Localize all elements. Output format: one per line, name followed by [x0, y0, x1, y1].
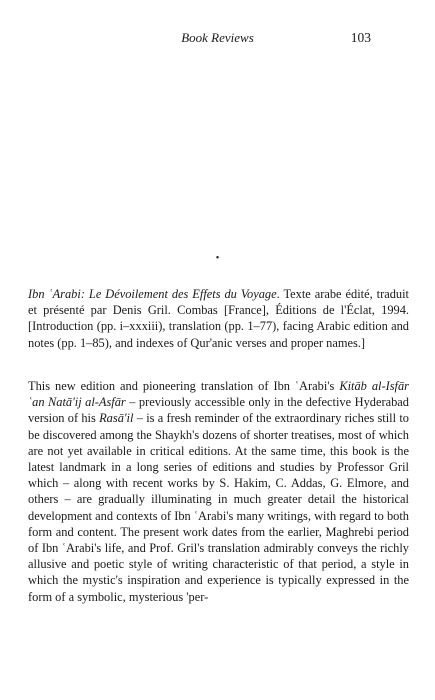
review-body — [28, 378, 409, 605]
citation-author: Ibn ʿArabi — [28, 287, 81, 301]
citation-title: Le Dévoilement des Effets du Voyage — [88, 287, 277, 301]
body-segment-2: – previously accessible only in the defective Hyderabad version of his — [28, 395, 409, 426]
running-title: Book Reviews — [181, 30, 254, 45]
section-separator: • — [215, 253, 220, 264]
running-head — [0, 30, 435, 50]
body-segment-1: This new edition and pioneering translation of Ibn ʿArabi's — [28, 379, 340, 393]
book-citation — [28, 286, 409, 351]
page-number: 103 — [350, 30, 371, 45]
body-title-rasail: Rasā'il — [99, 411, 134, 426]
citation-details: . Texte arabe édité, traduit et présenté par Denis Gril. Combas [France], Éditions de l'Éclat, 1994. [Introduction (pp. i–xxxiii), translation (pp. 1–77), facing Arabic edition and notes (pp. 1–85), and indexes of Qur'anic verses and proper names.] — [28, 287, 409, 350]
body-title-isfar: Kitāb al-Isfār ʿan Natā'ij al-Asfār — [28, 379, 410, 410]
body-segment-3: – is a fresh reminder of the extraordinary riches still to be discovered among the Shaykh's dozens of shorter treatises, most of which are not yet available in critical editions. At the same time, this book is the latest landmark in a long series of editions and studies by Professor Gril which – along with recent works by S. Hakim, C. Addas, G. Elmore, and others – are gradually illuminating in much greater detail the historical development and contexts of Ibn ʿArabi's many writings, with regard to both form and content. The present work dates from the earlier, Maghrebi period of Ibn ʿArabi's life, and Prof. Gril's translation admirably conveys the richly allusive and poetic style of writing characteristic of that period, a style in which the mystic's inspiration and experience is typically expressed in the form of a symbolic, mysterious 'per- — [28, 411, 409, 604]
citation-colon: : — [80, 287, 89, 301]
